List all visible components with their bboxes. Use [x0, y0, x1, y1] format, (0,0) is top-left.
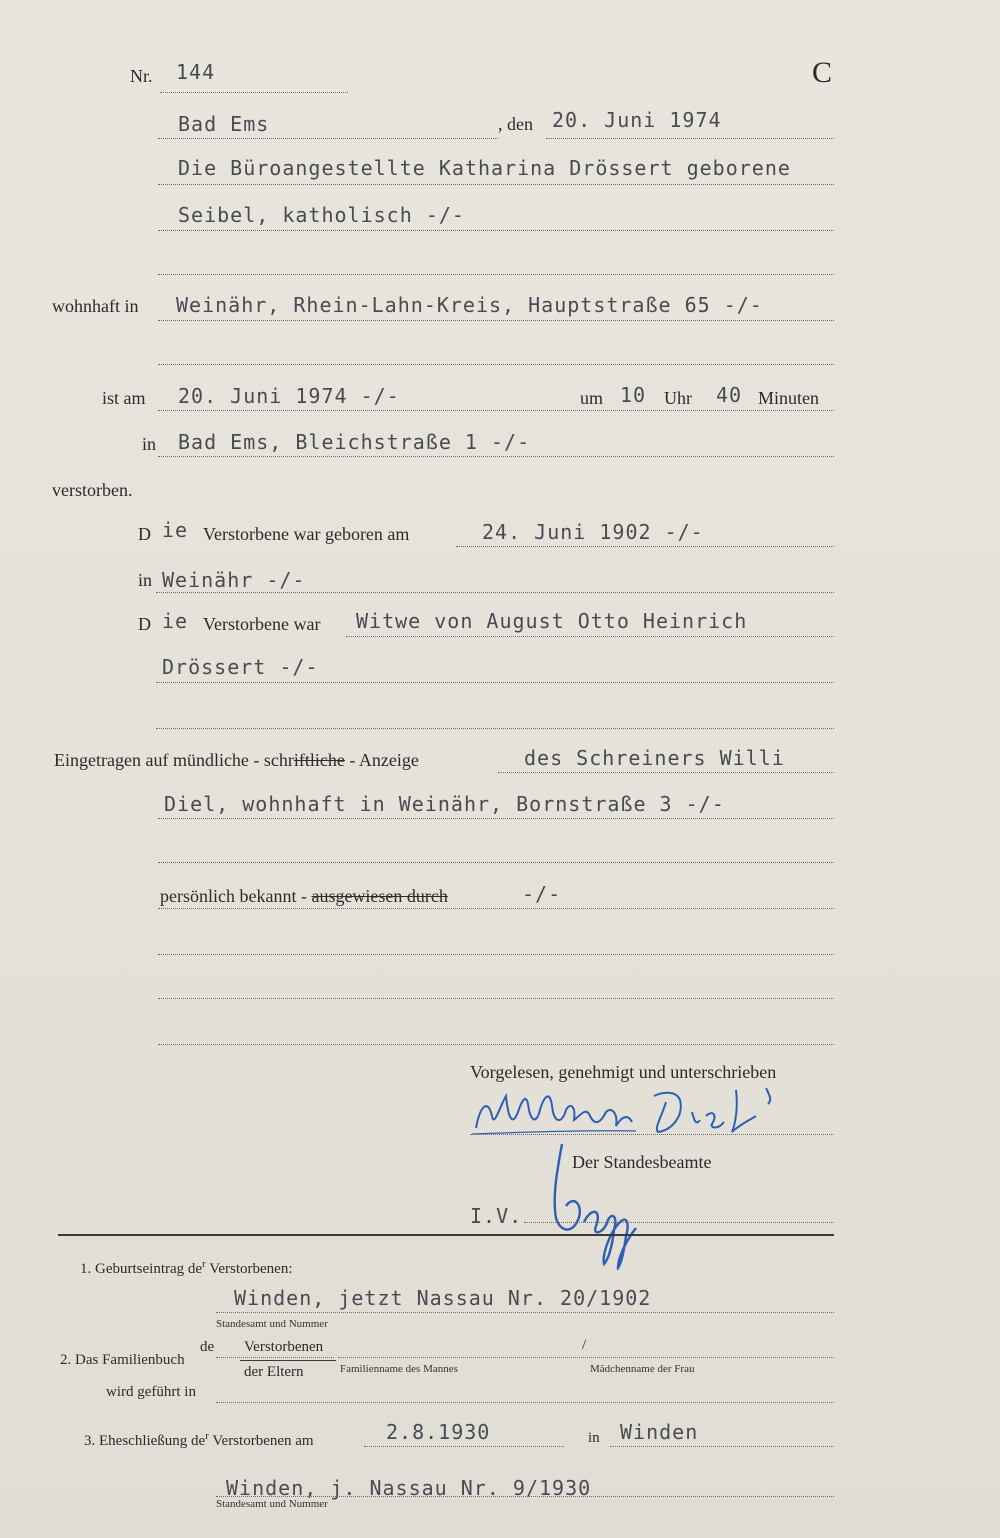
blank-rule-2 [158, 364, 834, 365]
status-label: Verstorbene war [203, 614, 321, 634]
informant-signature [466, 1076, 786, 1142]
informant-line-2: Diel, wohnhaft in Weinähr, Bornstraße 3 -/- [164, 792, 725, 816]
den-label: , den [498, 114, 533, 134]
registrar-signature-rule [524, 1222, 834, 1223]
place-line [158, 138, 498, 139]
note-2-eltern: der Eltern [244, 1364, 304, 1380]
ist-am-label: ist am [102, 388, 146, 408]
note-2-names-rule [338, 1357, 834, 1358]
note-3-value: Winden, j. Nassau Nr. 9/1930 [226, 1476, 592, 1500]
note-2-frau-caption: Mädchenname der Frau [590, 1363, 695, 1375]
birth-ie: ie [162, 518, 189, 542]
deceased-line-2-rule [158, 230, 834, 231]
note-3-place: Winden [620, 1420, 699, 1444]
birth-label: Verstorbene war geboren am [203, 524, 410, 544]
registrar-label: Der Standesbeamte [572, 1152, 712, 1172]
note-3-rule [216, 1496, 834, 1497]
death-place: Bad Ems, Bleichstraße 1 -/- [178, 430, 531, 454]
informant-line-1: des Schreiners Willi [524, 746, 785, 770]
blank-rule-7 [158, 1044, 834, 1045]
blank-rule-6 [158, 998, 834, 999]
birth-place: Weinähr -/- [162, 568, 306, 592]
deceased-line-1: Die Büroangestellte Katharina Drössert geborene [178, 156, 791, 180]
uhr-label: Uhr [664, 388, 692, 408]
identity-rule [158, 908, 834, 909]
read-approved-label: Vorgelesen, genehmigt und unterschrieben [470, 1062, 777, 1082]
death-in-label: in [142, 434, 157, 454]
birth-date-rule [456, 546, 834, 547]
status-line-1-rule [346, 636, 834, 637]
blank-rule-1 [158, 274, 834, 275]
status-line-2: Drössert -/- [162, 655, 319, 679]
note-2-verstorbenen: Verstorbenen [244, 1339, 324, 1355]
note-1-value: Winden, jetzt Nassau Nr. 20/1902 [234, 1286, 652, 1310]
blank-rule-5 [158, 954, 834, 955]
note-1-rule [216, 1312, 834, 1313]
date-line [546, 138, 834, 139]
residence-rule [158, 320, 834, 321]
verstorben-label: verstorben. [52, 480, 133, 500]
registrar-signature [544, 1136, 654, 1270]
identity-value: -/- [522, 882, 562, 906]
birth-date: 24. Juni 1902 -/- [482, 520, 704, 544]
note-3-in-label: in [588, 1430, 600, 1446]
minuten-label: Minuten [758, 388, 819, 408]
note-3-place-rule [610, 1446, 834, 1447]
residence-label: wohnhaft in [52, 296, 139, 316]
register-letter: C [812, 56, 833, 89]
identity-label: persönlich bekannt - ausgewiesen durch [160, 886, 448, 906]
record-number: 144 [176, 60, 216, 84]
deceased-line-2: Seibel, katholisch -/- [178, 203, 465, 227]
death-minutes: 40 [716, 383, 743, 407]
informant-signature-rule [470, 1134, 834, 1135]
note-1-label: 1. Geburtseintrag $de^r$ Verstorbenen: [80, 1258, 293, 1277]
registry-date: 20. Juni 1974 [552, 108, 722, 132]
note-3-date-rule [364, 1446, 564, 1447]
note-3-date: 2.8.1930 [386, 1420, 491, 1444]
birth-in-label: in [138, 570, 153, 590]
note-2-slash: / [582, 1337, 587, 1353]
iv-label: I.V. [470, 1204, 523, 1228]
death-date: 20. Juni 1974 -/- [178, 384, 400, 408]
note-2-wird-rule [216, 1402, 834, 1403]
registration-label: Eingetragen auf mündliche - schriftliche - Anzeige [54, 750, 419, 770]
status-ie: ie [162, 609, 189, 633]
blank-rule-3 [156, 728, 834, 729]
death-place-rule [158, 456, 834, 457]
death-hour: 10 [620, 383, 647, 407]
registry-place: Bad Ems [178, 112, 270, 136]
death-date-rule [158, 410, 834, 411]
note-2-underline [240, 1360, 336, 1361]
note-1-caption: Standesamt und Nummer [216, 1318, 328, 1330]
um-label: um [580, 388, 604, 408]
note-2-label: 2. Das Familienbuch [60, 1352, 185, 1368]
residence-value: Weinähr, Rhein-Lahn-Kreis, Hauptstraße 65 -/- [176, 293, 763, 317]
deceased-line-1-rule [158, 184, 834, 185]
blank-rule-4 [158, 862, 834, 863]
notes-divider [58, 1234, 834, 1236]
note-2-de: de [200, 1339, 215, 1355]
note-3-label: 3. Eheschließung $de^r$ Verstorbenen am [84, 1430, 314, 1449]
birth-d-label: D [138, 524, 151, 544]
note-2-de-rule [216, 1357, 334, 1358]
note-3-caption: Standesamt und Nummer [216, 1498, 328, 1510]
note-2-mann-caption: Familienname des Mannes [340, 1363, 458, 1375]
note-2-wird-label: wird geführt in [106, 1384, 196, 1400]
nr-label: Nr. [130, 66, 153, 86]
informant-line-1-rule [498, 772, 834, 773]
birth-place-rule [156, 592, 834, 593]
status-d-label: D [138, 614, 151, 634]
status-line-1: Witwe von August Otto Heinrich [356, 609, 748, 633]
informant-line-2-rule [158, 818, 834, 819]
nr-line [160, 92, 348, 93]
status-line-2-rule [156, 682, 834, 683]
